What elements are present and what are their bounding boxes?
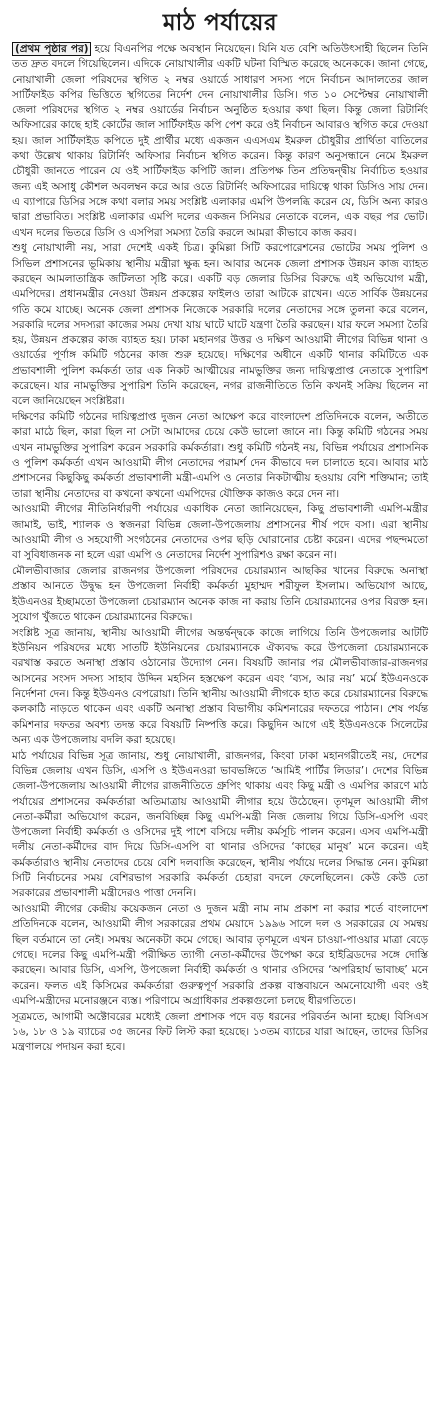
continued-from-front-page-label: (প্রথম পৃষ্ঠার পর) [12, 42, 91, 56]
paragraph: দক্ষিণের কমিটি গঠনের দায়িত্বপ্রাপ্ত দুজন নেতা আক্ষেপ করে বাংলাদেশ প্রতিদিনকে বলেন, অতীতে কারা মাঠে ছিল, কারা ছিল না সেটা আমাদের চেয়ে কেউ ভালো জানে না। কিন্তু কমিটি গঠনের সময় এখন নামভুক্তির সুপারিশ করেন সরকারি কর্মকর্তারা। শুধু কমিটি গঠনই নয়, বিভিন্ন পর্যায়ের প্রশাসনিক ও পুলিশ কর্মকর্তা এখন আওয়ামী লীগ নেতাদের পরামর্শ দেন কীভাবে দল চালাতে হবে। আবার মাঠ প্রশাসনের কিছুকিছু কর্মকর্তা প্রভাবশালী মন্ত্রী-এমপি ও নেতার নিকটাত্মীয় হওয়ায় বেশি শক্তিমান; তাই তারা স্থানীয় নেতাদের বা কখনো কখনো এমপিদের যৌক্তিক কাজও করে দেন না। [12, 411, 428, 500]
paragraph: আওয়ামী লীগের নীতিনির্ধারণী পর্যায়ের একাধিক নেতা জানিয়েছেন, কিছু প্রভাবশালী এমপি-মন্ত্রীর জামাই, ভাই, শ্যালক ও স্বজনরা বিভিন্ন জেলা-উপজেলায় প্রশাসনের শীর্ষ পদে বসা। এরা স্থানীয় আওয়ামী লীগ ও সহযোগী সংগঠনের নেতাদের ওপর ছড়ি ঘোরানোর চেষ্টা করেন। এদের পছন্দমতো বা সুবিধাজনক না হলে এরা এমপি ও নেতাদের নির্দেশ সুপারিশও রক্ষা করেন না। [12, 503, 428, 562]
paragraph: শুধু নোয়াখালী নয়, সারা দেশেই একই চিত্র। কুমিল্লা সিটি করপোরেশনের ভোটের সময় পুলিশ ও সিভিল প্রশাসনের ভূমিকায় স্থানীয় মন্ত্রীরা ক্ষুব্ধ হন। আবার অনেক জেলা প্রশাসক উন্নয়ন কাজ ব্যাহত করছেন আমলাতান্ত্রিক জটিলতা সৃষ্টি করে। একটি বড় জেলার ডিসির বিরুদ্ধে এই অভিযোগ মন্ত্রী, এমপিদের। প্রধানমন্ত্রীর নেওয়া উন্নয়ন প্রকল্পের ফাইলও তারা আটকে রাখেন। এতে সার্বিক উন্নয়নের গতি কমে যাচ্ছে। অনেক জেলা প্রশাসক নিজেকে সরকারি দলের নেতাদের সঙ্গে তুলনা করে বলেন, সরকারি দলের সদস্যরা কাজের সময় দেখা যায় ঘাটে ঘাটে যন্ত্রণা তৈরি করছেন। যার ফলে সমস্যা তৈরি হয়, উন্নয়ন প্রকল্পের কাজ ব্যাহত হয়। ঢাকা মহানগর উত্তর ও দক্ষিণ আওয়ামী লীগের বিভিন্ন থানা ও ওয়ার্ডের পূর্ণাঙ্গ কমিটি গঠনের কাজ শুরু হয়েছে। দক্ষিণের অধীনে একটি থানার কমিটিতে এক প্রভাবশালী পুলিশ কর্মকর্তা তার এক নিকট আত্মীয়ের নামভুক্তির জন্য দায়িত্বপ্রাপ্ত নেতাকে সুপারিশ করেছেন। যার নামভুক্তির সুপারিশ তিনি করেছেন, নগর রাজনীতিতে তিনি কখনই সক্রিয় ছিলেন না বলে জানিয়েছেন সংশ্লিষ্টরা। [12, 242, 428, 408]
paragraph: মাঠ পর্যায়ের বিভিন্ন সূত্র জানায়, শুধু নোয়াখালী, রাজনগর, কিংবা ঢাকা মহানগরীতেই নয়, দেশের বিভিন্ন জেলায় এখন ডিসি, এসপি ও ইউএনওরা ভাবভঙ্গিতে ‘আমিই পার্টির লিডার’। দেশের বিভিন্ন জেলা-উপজেলায় আওয়ামী লীগের রাজনীতিতে গ্রুপিং থাকায় এবং কিছু মন্ত্রী ও এমপির কারণে মাঠ পর্যায়ের প্রশাসনের কর্মকর্তারা অতিমাত্রায় আওয়ামী লীগার হয়ে উঠেছেন। তৃণমূল আওয়ামী লীগ নেতা-কর্মীরা অভিযোগ করেন, জনবিচ্ছিন্ন কিছু এমপি-মন্ত্রী নিজ জেলায় গিয়ে ডিসি-এসপি এবং উপজেলা নির্বাহী কর্মকর্তা ও ওসিদের দুই পাশে বসিয়ে দলীয় কর্মসূচি পালন করেন। এসব এমপি-মন্ত্রী দলীয় নেতা-কর্মীদের বাদ দিয়ে ডিসি-এসপি বা থানার ওসিদের ‘কাছের মানুষ’ মনে করেন। এই কর্মকর্তারাও স্থানীয় নেতাদের চেয়ে বেশি দলবাজি করেছেন, স্থানীয় পর্যায়ে দলের সিদ্ধান্ত নেন। কুমিল্লা সিটি নির্বাচনের সময় বেশিরভাগ সরকারি কর্মকর্তা চেহারা বদলে ফেলেছিলেন। কেউ কেউ তো সরকারের প্রভাবশালী মন্ত্রীদেরও পাত্তা দেননি। [12, 749, 428, 900]
article-headline: মাঠ পর্যায়ের [162, 9, 278, 36]
headline-row [12, 6, 428, 40]
article-body [12, 42, 428, 1056]
paragraph: মৌলভীবাজার জেলার রাজনগর উপজেলা পরিষদের চেয়ারম্যান আছকির খানের বিরুদ্ধে অনাস্থা প্রস্তাব আনতে উদ্বুদ্ধ হন উপজেলা নির্বাহী কর্মকর্তা মুহাম্মদ শরীফুল ইসলাম। অভিযোগ আছে, ইউএনওর ইচ্ছামতো উপজেলা চেয়ারম্যান অনেক কাজ না করায় তিনি চেয়ারম্যানের ওপর বিরক্ত হন। সুযোগ খুঁজতে থাকেন চেয়ারম্যানের বিরুদ্ধে। [12, 565, 428, 623]
paragraph: সংশ্লিষ্ট সূত্র জানায়, স্থানীয় আওয়ামী লীগের অন্তর্দ্বন্দ্বকে কাজে লাগিয়ে তিনি উপজেলার আটটি ইউনিয়ন পরিষদের মধ্যে সাতটি ইউনিয়নের চেয়ারম্যানকে ঐক্যবদ্ধ করে উপজেলা চেয়ারম্যানকে বরখাস্ত করতে অনাস্থা প্রস্তাব ওঠানোর উদ্যোগ নেন। বিষয়টি জানার পর মৌলভীবাজার-রাজনগর আসনের সংসদ সদস্য সাহাব উদ্দিন মহসিন হস্তক্ষেপ করেন এবং ‘ব্যস, আর নয়’ মর্মে ইউএনওকে নির্দেশনা দেন। কিন্তু ইউএনও বেপরোয়া। তিনি স্থানীয় আওয়ামী লীগকে হাত করে চেয়ারম্যানের বিরুদ্ধে কলকাঠি নাড়তে থাকেন এবং একটি অনাস্থা প্রস্তাব বিভাগীয় কমিশনারের দফতরে পাঠান। শেষ পর্যন্ত কমিশনার দফতর অবশ্য তদন্ত করে বিষয়টি নিষ্পত্তি করে। কিছুদিন আগে এই ইউএনওকে সিলেটের অন্য এক উপজেলায় বদলি করা হয়েছে। [12, 626, 428, 746]
paragraph-text: হয়ে বিএনপির পক্ষে অবস্থান নিয়েছেন। যিনি যত বেশি অতিউৎসাহী ছিলেন তিনি তত দ্রুত বদলে গিয়েছিলেন। এদিকে নোয়াখালীর একটি ঘটনা বিস্মিত করেছে অনেককে। জানা গেছে, নোয়াখালী জেলা পরিষদের স্থগিত ২ নম্বর ওয়ার্ডে সাধারণ সদস্য পদে নির্বাচন আদালতের জাল সার্টিফাইড কপির ভিত্তিতে স্থগিতের নির্দেশ দেন নোয়াখালীর ডিসি। গত ১০ সেপ্টেম্বর নোয়াখালী জেলা পরিষদের স্থগিত ২ নম্বর ওয়ার্ডের নির্বাচন অনুষ্ঠিত হওয়ার কথা ছিল। কিন্তু জেলা রিটার্নিং অফিসারের কাছে হাই কোর্টের জাল সার্টিফাইড কপি পেশ করে ওই নির্বাচন আবারও স্থগিত করে দেওয়া হয়। জাল সার্টিফাইড কপিতে দুই প্রার্থীর মধ্যে একজন এএসএম ইমরুল চৌধুরীর প্রার্থিতা বাতিলের কথা উল্লেখ থাকায় রিটার্নিং অফিসার নির্বাচন স্থগিত করেন। কিন্তু কারণ অনুসন্ধানে নেমে ইমরুল চৌধুরী জানতে পারেন যে ওই সার্টিফাইড কপিটি জাল। প্রতিপক্ষ তিন প্রতিদ্বন্দ্বীয় নির্বাচিত হওয়ার জন্য এই অসাধু কৌশল অবলম্বন করে আর ওতে রিটার্নিং অফিসারের দায়িত্বে থাকা ডিসিও সায় দেন। এ ব্যাপারে ডিসির সঙ্গে কথা বলার সময় সংশ্লিষ্ট এলাকার এমপি উপলব্ধি করেন যে, ডিসি অন্য কারও দ্বারা প্রভাবিত। সংশ্লিষ্ট এলাকার এমপি দলের একজন সিনিয়র নেতাকে বলেন, এক বছর পর ভোট। এখন দলের ভিতরে ডিসি ও এসপিরা সমস্যা তৈরি করলে আমরা কীভাবে কাজ করব। [12, 43, 429, 239]
paragraph: আওয়ামী লীগের কেন্দ্রীয় কয়েকজন নেতা ও দুজন মন্ত্রী নাম নাম প্রকাশ না করার শর্তে বাংলাদেশ প্রতিদিনকে বলেন, আওয়ামী লীগ সরকারের প্রথম মেয়াদে ১৯৯৬ সালে দল ও সরকারের যে সমন্বয় ছিল বর্তমানে তা নেই। সমন্বয় অনেকটা কমে গেছে। আবার তৃণমূলে এখন চাওয়া-পাওয়ার মাত্রা বেড়ে গেছে। দলের কিছু এমপি-মন্ত্রী পরীক্ষিত ত্যাগী নেতা-কর্মীদের উপেক্ষা করে হাইব্রিডদের সঙ্গে দোস্তি করছেন। আবার ডিসি, এসপি, উপজেলা নির্বাহী কর্মকর্তা ও থানার ওসিদের ‘অপরিহার্য ভাবাচ্ছ’ মনে করেন। ফলত এই কিসিমের কর্মকর্তারা গুরুত্বপূর্ণ সরকারি প্রকল্প বাস্তবায়নে অমনোযোগী এবং ওই এমপি-মন্ত্রীদের মনোরঞ্জনে ব্যস্ত। পরিণামে অগ্রাধিকার প্রকল্পগুলো চলছে ধীরগতিতে। [12, 903, 428, 1007]
paragraph [12, 42, 428, 241]
paragraph: সূত্রমতে, আগামী অক্টোবরের মধ্যেই জেলা প্রশাসক পদে বড় ধরনের পরিবর্তন আনা হচ্ছে। বিসিএস ১৬, ১৮ ও ১৯ ব্যাচের ৩৫ জনের ফিট লিস্ট করা হয়েছে। ১৩তম ব্যাচের যারা আছেন, তাদের ডিসির মন্ত্রণালয়ে পদায়ন করা হবে। [12, 1010, 428, 1054]
